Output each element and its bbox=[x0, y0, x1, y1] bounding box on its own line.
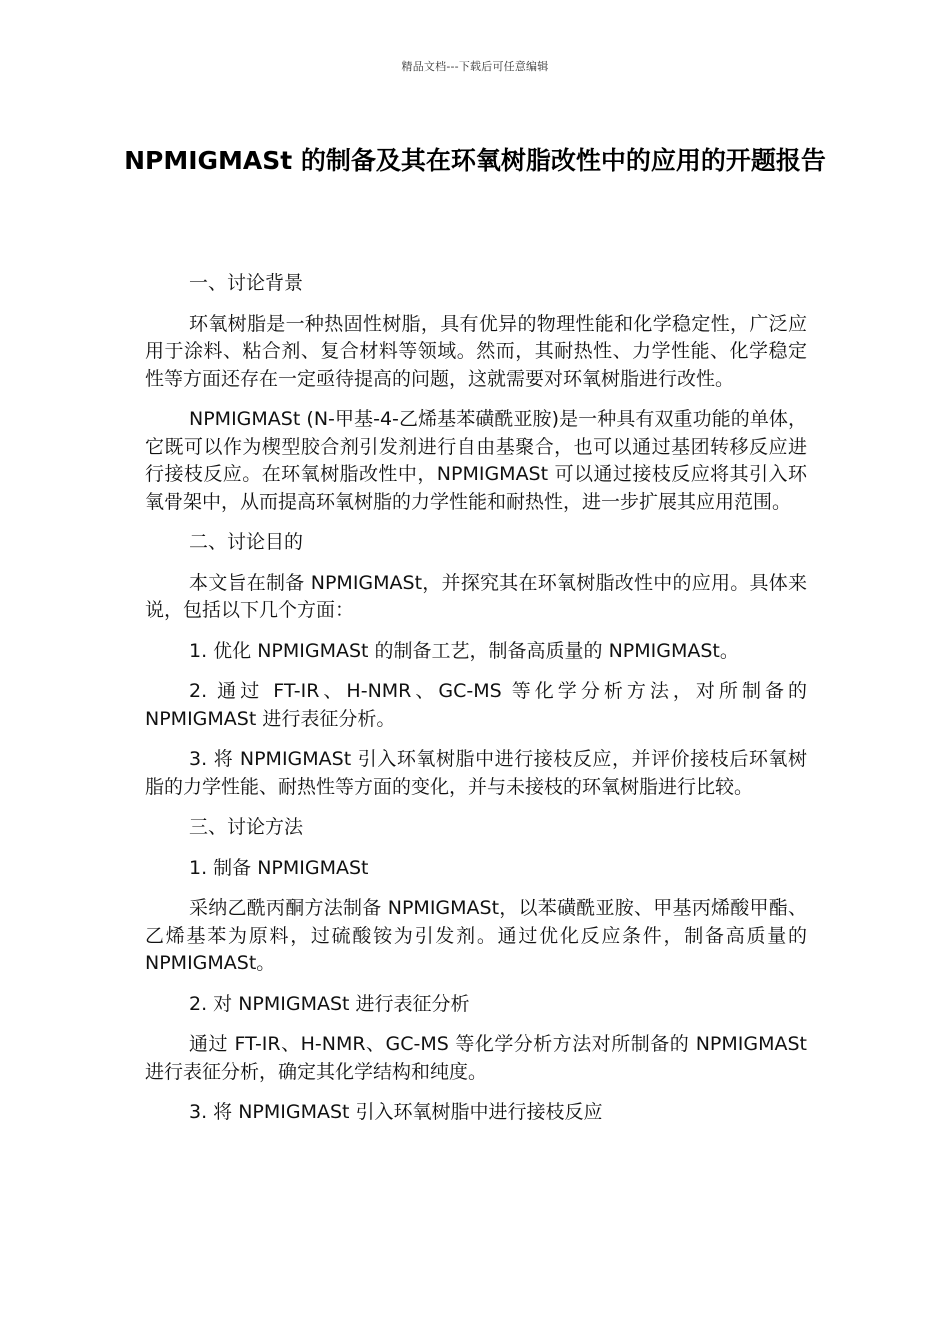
method-subheading-3: 3. 将 NPMIGMASt 引入环氧树脂中进行接枝反应 bbox=[189, 1101, 603, 1123]
paragraph-background-2: NPMIGMASt (N-甲基-4-乙烯基苯磺酰亚胺)是一种具有双重功能的单体，它既可以作为楔型胶合剂引发剂进行自由基聚合，也可以通过基团转移反应进行接枝反应。在环氧树脂改性中，NPMIGMASt 可以通过接枝反应将其引入环氧骨架中，从而提高环氧树脂的力学性能和耐热性，进一步扩展其应用范围。 bbox=[145, 408, 807, 513]
purpose-item-3: 3. 将 NPMIGMASt 引入环氧树脂中进行接枝反应，并评价接枝后环氧树脂的力学性能、耐热性等方面的变化，并与未接枝的环氧树脂进行比较。 bbox=[145, 748, 807, 798]
method-paragraph-1: 采纳乙酰丙酮方法制备 NPMIGMASt，以苯磺酰亚胺、甲基丙烯酸甲酯、乙烯基苯为原料，过硫酸铵为引发剂。通过优化反应条件，制备高质量的 NPMIGMASt。 bbox=[145, 897, 807, 974]
document-body bbox=[145, 270, 807, 1140]
purpose-item-1: 1. 优化 NPMIGMASt 的制备工艺，制备高质量的 NPMIGMASt。 bbox=[189, 639, 739, 662]
page-header-note: 精品文档---下载后可任意编辑 bbox=[401, 60, 549, 73]
method-paragraph-2: 通过 FT-IR、H-NMR、GC-MS 等化学分析方法对所制备的 NPMIGMASt 进行表征分析，确定其化学结构和纯度。 bbox=[145, 1033, 807, 1083]
section-heading-method: 三、讨论方法 bbox=[189, 816, 304, 838]
paragraph-background-1: 环氧树脂是一种热固性树脂，具有优异的物理性能和化学稳定性，广泛应用于涂料、粘合剂、复合材料等领域。然而，其耐热性、力学性能、化学稳定性等方面还存在一定亟待提高的问题，这就需要对环氧树脂进行改性。 bbox=[145, 312, 807, 390]
purpose-item-2: 2. 通过 FT-IR、H-NMR、GC-MS 等化学分析方法，对所制备的 NPMIGMASt 进行表征分析。 bbox=[145, 680, 807, 730]
method-subheading-2: 2. 对 NPMIGMASt 进行表征分析 bbox=[189, 992, 470, 1015]
paragraph-purpose-intro: 本文旨在制备 NPMIGMASt，并探究其在环氧树脂改性中的应用。具体来说，包括以下几个方面： bbox=[145, 571, 807, 621]
method-subheading-1: 1. 制备 NPMIGMASt bbox=[189, 856, 369, 879]
document-title: NPMIGMASt 的制备及其在环氧树脂改性中的应用的开题报告 bbox=[124, 146, 826, 175]
section-heading-purpose: 二、讨论目的 bbox=[189, 531, 304, 553]
section-heading-background: 一、讨论背景 bbox=[189, 272, 304, 294]
